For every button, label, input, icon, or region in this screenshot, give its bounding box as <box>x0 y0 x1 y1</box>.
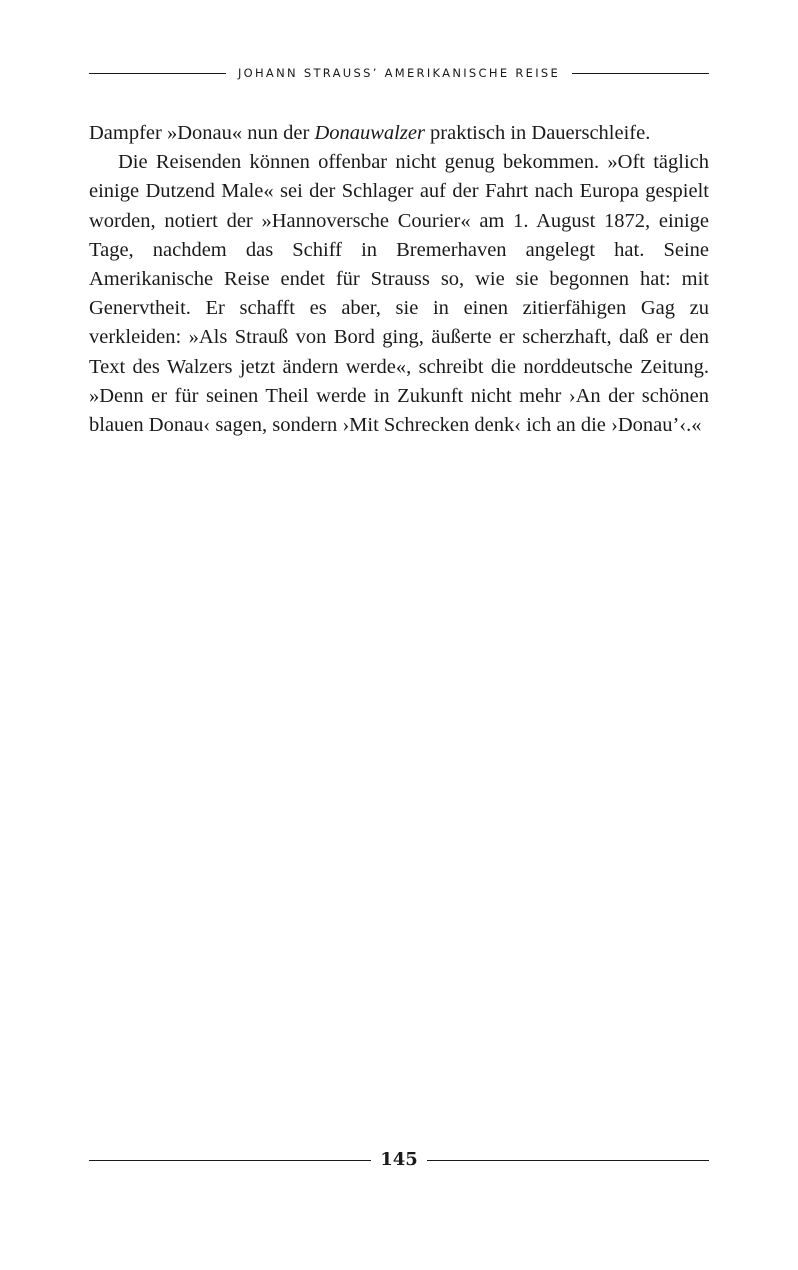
paragraph-2: Die Reisenden können offenbar nicht genug bekommen. »Oft täglich einige Dutzend Male« sei der Schlager auf der Fahrt nach Europa gespielt worden, notiert der »Hannoversche Courier« am 1. August 1872, einige Tage, nachdem das Schiff in Bremerhaven angelegt hat. Seine Amerikanische Reise endet für Strauss so, wie sie begonnen hat: mit Genervtheit. Er schafft es aber, sie in einen zitierfähigen Gag zu verkleiden: »Als Strauß von Bord ging, äußerte er scherzhaft, daß er den Text des Walzers jetzt ändern werde«, schreibt die norddeutsche Zeitung. »Denn er für seinen Theil werde in Zukunft nicht mehr ›An der schönen blauen Donau‹ sagen, sondern ›Mit Schrecken denk‹ ich an die ›Donau’‹.« <box>89 151 709 437</box>
page-number: 145 <box>380 1149 418 1170</box>
footer-rule-right <box>427 1160 709 1161</box>
paragraph-1-italic-title: Donauwalzer <box>314 122 425 144</box>
footer-rule-left <box>89 1160 371 1161</box>
page-footer <box>89 1148 709 1172</box>
body-text <box>89 119 709 440</box>
running-head-title: JOHANN STRAUSS’ AMERIKANISCHE REISE <box>237 66 561 80</box>
paragraph-1 <box>89 119 709 148</box>
paragraph-1-text-start: Dampfer »Donau« nun der <box>89 122 315 144</box>
paragraph-1-text-end: praktisch in Dauerschleife. <box>424 122 651 144</box>
running-head <box>89 66 709 80</box>
running-head-rule-left <box>89 73 226 74</box>
running-head-rule-right <box>572 73 709 74</box>
